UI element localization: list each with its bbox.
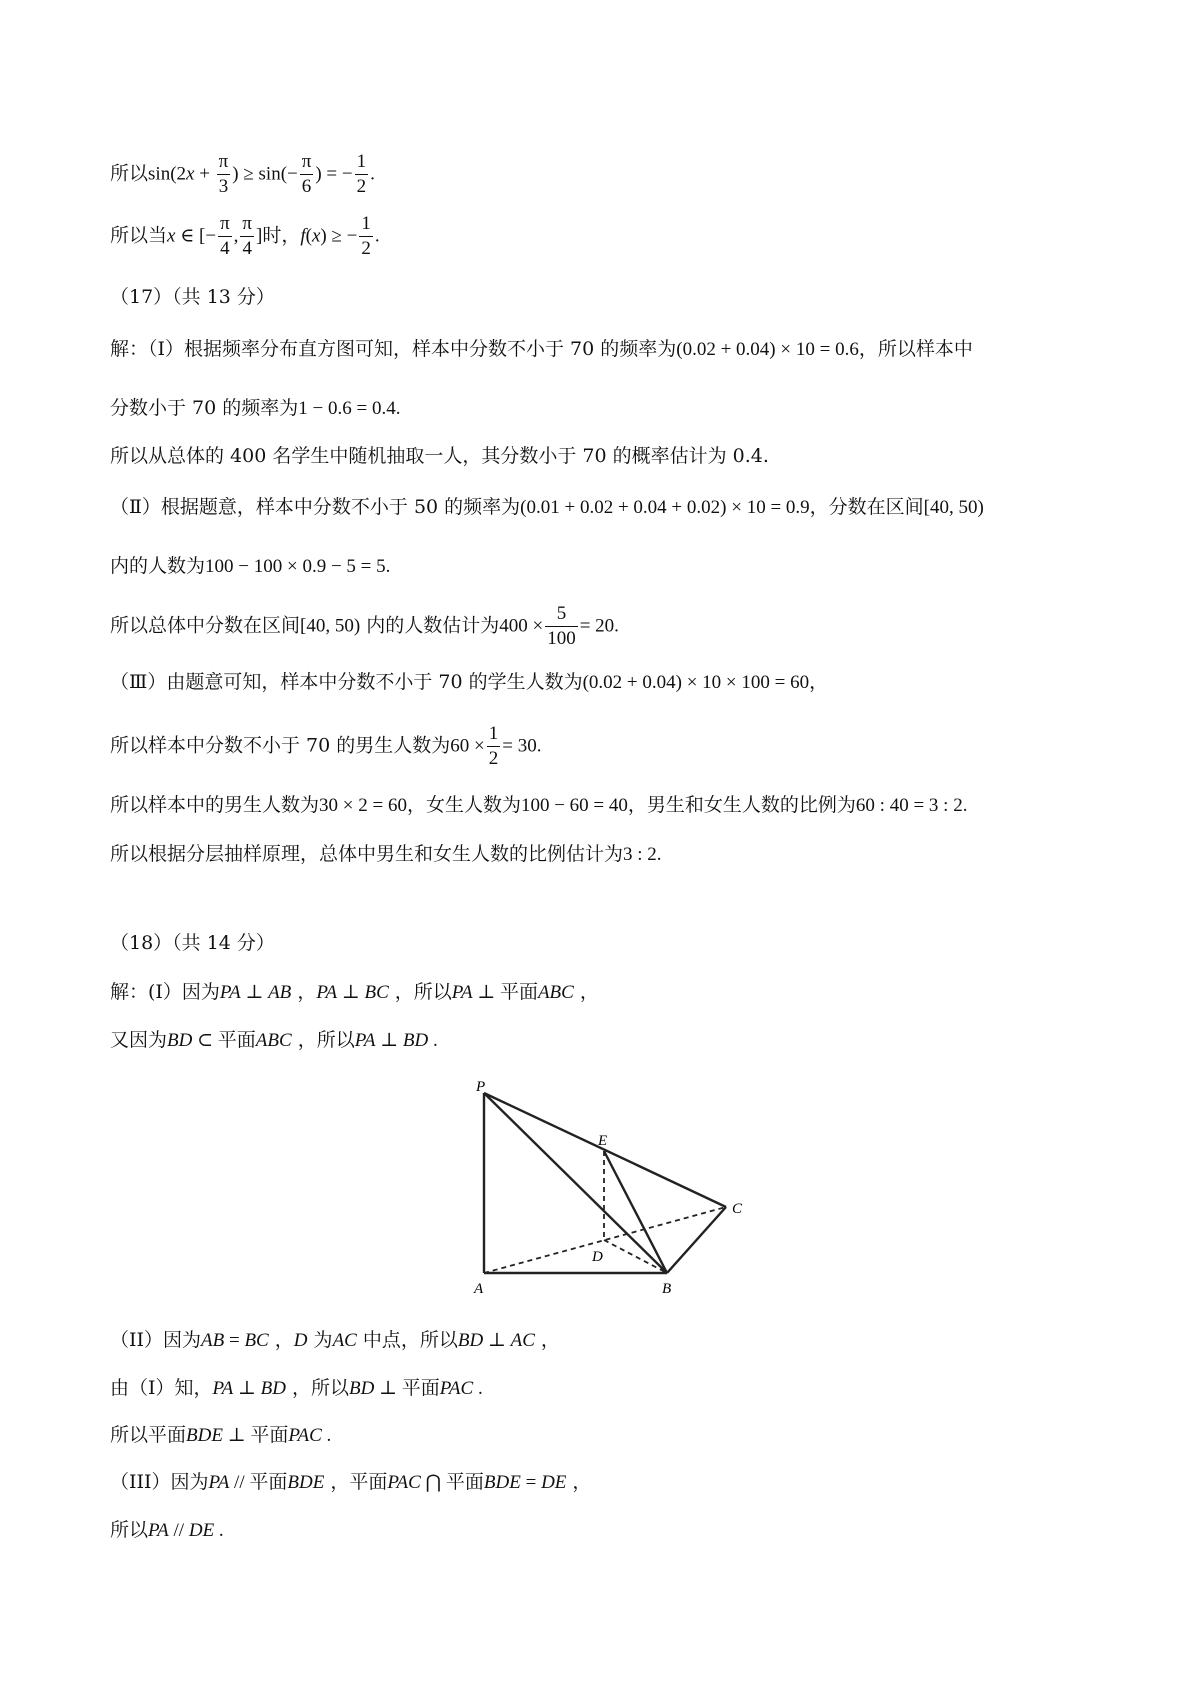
solution-17-line-9	[110, 792, 967, 819]
math-var: AC	[510, 1330, 535, 1351]
math-var: f	[300, 225, 306, 247]
solution-18-line-4	[110, 1375, 483, 1402]
edge-pc	[484, 1093, 726, 1207]
problem-18-heading	[110, 930, 275, 956]
math: = 30	[502, 735, 537, 757]
math: (0.02 + 0.04) × 10 × 100 = 60	[582, 672, 810, 693]
punctuation: .	[321, 1425, 332, 1446]
math-var: BC	[364, 982, 389, 1003]
math: 100 − 60 = 40	[520, 795, 628, 816]
math: +	[194, 163, 215, 185]
solution-line-1	[110, 150, 375, 199]
fraction	[217, 150, 231, 199]
denominator: 2	[488, 748, 499, 769]
line-text: ，	[291, 981, 317, 1003]
punctuation: .	[214, 1520, 224, 1541]
solution-18-line-3	[110, 1327, 560, 1354]
math-var: BD	[260, 1378, 286, 1399]
math: //	[229, 1472, 250, 1493]
math: ) ≥ sin(−	[232, 163, 298, 185]
math-var: x	[167, 225, 176, 247]
line-text: （Ⅲ）由题意可知，样本中分数不小于 70 的学生人数为	[110, 671, 583, 693]
solution-17-line-10	[110, 841, 662, 868]
punctuation: .	[374, 225, 380, 247]
math-var: PA	[148, 1520, 169, 1541]
line-text: ，男生和女生人数的比例为	[627, 794, 856, 816]
edge-pb	[484, 1093, 667, 1273]
line-text: （III）因为	[110, 1471, 209, 1493]
math-var: BDE	[186, 1425, 223, 1446]
label-p: P	[476, 1079, 486, 1095]
punctuation: .	[962, 795, 968, 816]
math-var: PA	[451, 982, 473, 1003]
solution-18-line-1	[110, 979, 599, 1006]
fraction	[240, 212, 254, 261]
math: sin(2	[148, 163, 187, 185]
line-text: 所以	[110, 1519, 149, 1541]
fraction	[355, 150, 369, 199]
math: ]	[256, 225, 263, 247]
math: ⊥	[375, 1030, 403, 1051]
math: ⊥	[233, 1378, 261, 1399]
math: ⊂	[192, 1030, 218, 1051]
math: ⊥	[222, 1425, 251, 1446]
line-text: 所以总体中分数在区间	[110, 614, 301, 637]
line-text: 平面	[250, 1424, 289, 1446]
punctuation: .	[536, 735, 542, 757]
edge-eb	[604, 1151, 667, 1273]
math: ∈ [−	[175, 225, 217, 247]
punctuation: .	[428, 1030, 438, 1051]
numerator: 1	[487, 722, 501, 747]
line-text: ，所以样本中	[858, 338, 973, 360]
solution-18-line-5	[110, 1422, 331, 1449]
punctuation: .	[656, 844, 662, 865]
math: =	[520, 1472, 542, 1493]
numerator: 5	[545, 602, 578, 627]
line-text: 平面	[499, 981, 538, 1003]
problem-17-heading	[110, 284, 275, 310]
math: 60 : 40 = 3 : 2	[855, 795, 963, 816]
math-var: BD	[457, 1330, 484, 1351]
math-var: AC	[332, 1330, 357, 1351]
line-text: 平面	[249, 1471, 288, 1493]
solution-17-line-1	[110, 336, 973, 363]
line-text: ，所以	[291, 1029, 355, 1051]
line-text: （17）（共 13 分）	[110, 286, 275, 308]
math-var: PA	[316, 982, 338, 1003]
solution-17-line-6	[110, 602, 619, 651]
line-text: 又因为	[110, 1029, 168, 1051]
math-var: PA	[219, 982, 241, 1003]
numerator: 1	[355, 150, 369, 175]
pyramid-figure	[440, 1075, 770, 1305]
line-text: 所以从总体的 400 名学生中随机抽取一人，其分数小于 70 的概率估计为 0.4.	[110, 445, 769, 467]
math: (0.02 + 0.04) × 10 = 0.6	[676, 339, 859, 360]
line-text: 所以样本中分数不小于 70 的男生人数为	[110, 734, 451, 757]
solution-17-line-2	[110, 395, 400, 422]
punctuation: ，	[534, 1329, 560, 1351]
edge-bc	[667, 1207, 726, 1273]
math-var: PA	[212, 1378, 234, 1399]
numerator: π	[240, 212, 254, 237]
math-var: DE	[541, 1472, 567, 1493]
math: 1 − 0.6 = 0.4	[298, 398, 396, 419]
math-var: BD	[167, 1030, 193, 1051]
denominator: 4	[220, 238, 230, 259]
denominator: 6	[301, 176, 312, 197]
solution-17-line-8	[110, 722, 541, 771]
line-text: 内的人数为	[110, 555, 206, 577]
line-text: 所以平面	[110, 1424, 187, 1446]
fraction	[218, 212, 232, 261]
math-var: BD	[402, 1030, 429, 1051]
punctuation: .	[614, 615, 619, 637]
math: [40, 50)	[300, 615, 361, 637]
math-var: PAC	[387, 1472, 421, 1493]
denominator: 4	[242, 238, 252, 259]
label-c: C	[732, 1201, 743, 1217]
math-var: PA	[208, 1472, 230, 1493]
line-text: 所以样本中的男生人数为	[110, 794, 320, 816]
math: = 20	[579, 615, 615, 637]
line-text: 所以	[110, 162, 149, 185]
math: ⊥	[483, 1330, 511, 1351]
line-text: 中点，所以	[356, 1329, 458, 1351]
math: ⊥	[374, 1378, 402, 1399]
math: 60 ×	[450, 735, 485, 757]
solution-17-line-5	[110, 553, 390, 580]
math-var: PAC	[439, 1378, 474, 1399]
solution-17-line-3	[110, 443, 769, 469]
punctuation: .	[473, 1378, 483, 1399]
math: //	[168, 1520, 189, 1541]
math-var: BC	[244, 1330, 269, 1351]
line-text: ，所以	[285, 1377, 350, 1399]
math-var: x	[186, 163, 195, 185]
line-text: （II）因为	[110, 1329, 202, 1351]
numerator: π	[217, 150, 231, 175]
math: ,	[233, 225, 239, 247]
solution-line-2	[110, 212, 380, 261]
line-text: 所以当	[110, 224, 168, 247]
math: [40, 50)	[923, 497, 984, 518]
numerator: 1	[359, 212, 373, 237]
numerator: π	[218, 212, 232, 237]
solution-17-line-7	[110, 669, 828, 696]
math-var: BD	[349, 1378, 375, 1399]
math-var: DE	[188, 1520, 215, 1541]
solution-18-line-6	[110, 1469, 591, 1496]
numerator: π	[300, 150, 314, 175]
fraction	[300, 150, 314, 199]
fraction	[487, 722, 501, 771]
line-text: ，分数在区间	[809, 496, 924, 518]
fraction	[359, 212, 373, 261]
label-d: D	[592, 1249, 603, 1265]
line-text: 平面	[401, 1377, 440, 1399]
line-text: ，平面	[324, 1471, 388, 1493]
math: ) ≥ −	[320, 225, 358, 247]
math: =	[224, 1330, 245, 1351]
math: 400 ×	[499, 615, 544, 637]
math-var: BDE	[287, 1472, 325, 1493]
math: 100 − 100 × 0.9 − 5 = 5	[205, 556, 386, 577]
line-text: 所以根据分层抽样原理，总体中男生和女生人数的比例估计为	[110, 843, 624, 865]
denominator: 2	[361, 238, 371, 259]
math-var: PA	[354, 1030, 376, 1051]
solution-18-line-2	[110, 1027, 438, 1054]
denominator: 100	[547, 628, 576, 649]
line-text: 时，	[262, 224, 301, 247]
denominator: 2	[356, 176, 367, 197]
punctuation: ，	[809, 671, 829, 693]
line-text: 平面	[217, 1029, 256, 1051]
math: ⊥	[472, 982, 500, 1003]
math: (	[305, 225, 312, 247]
math: ⋂	[420, 1472, 446, 1493]
math-var: BDE	[483, 1472, 521, 1493]
punctuation: ，	[573, 981, 599, 1003]
label-a: A	[474, 1281, 484, 1297]
math-var: x	[311, 225, 321, 247]
punctuation: .	[370, 163, 375, 185]
math-var: AB	[268, 982, 292, 1003]
fraction	[545, 602, 578, 651]
math-var: ABC	[255, 1030, 292, 1051]
math-var: D	[293, 1330, 308, 1351]
math: ⊥	[240, 982, 269, 1003]
math: 3 : 2	[623, 844, 657, 865]
math-var: AB	[201, 1330, 225, 1351]
math: (0.01 + 0.02 + 0.04 + 0.02) × 10 = 0.9	[520, 497, 810, 518]
punctuation: ，	[566, 1471, 592, 1493]
line-text: ，	[268, 1329, 294, 1351]
punctuation: .	[385, 556, 391, 577]
label-e: E	[598, 1133, 608, 1149]
denominator: 3	[218, 176, 229, 197]
line-text: ，女生人数为	[406, 794, 521, 816]
punctuation: .	[395, 398, 401, 419]
line-text: 解：(I）因为	[110, 981, 220, 1003]
line-text: 由（I）知，	[110, 1377, 213, 1399]
math-var: PAC	[288, 1425, 322, 1446]
math-var: ABC	[537, 982, 574, 1003]
line-text: 解：（Ⅰ）根据频率分布直方图可知，样本中分数不小于 70 的频率为	[110, 338, 677, 360]
line-text: 为	[307, 1329, 333, 1351]
line-text: 内的人数估计为	[360, 614, 500, 637]
math: 30 × 2 = 60	[319, 795, 407, 816]
line-text: 平面	[445, 1471, 484, 1493]
line-text: 分数小于 70 的频率为	[110, 397, 299, 419]
math: ⊥	[337, 982, 365, 1003]
solution-17-line-4	[110, 494, 984, 521]
line-text: （18）（共 14 分）	[110, 932, 275, 954]
label-b: B	[662, 1281, 672, 1297]
line-text: （Ⅱ）根据题意，样本中分数不小于 50 的频率为	[110, 496, 521, 518]
math: ) = −	[315, 163, 353, 185]
line-text: ，所以	[388, 981, 452, 1003]
solution-18-line-7	[110, 1517, 224, 1544]
